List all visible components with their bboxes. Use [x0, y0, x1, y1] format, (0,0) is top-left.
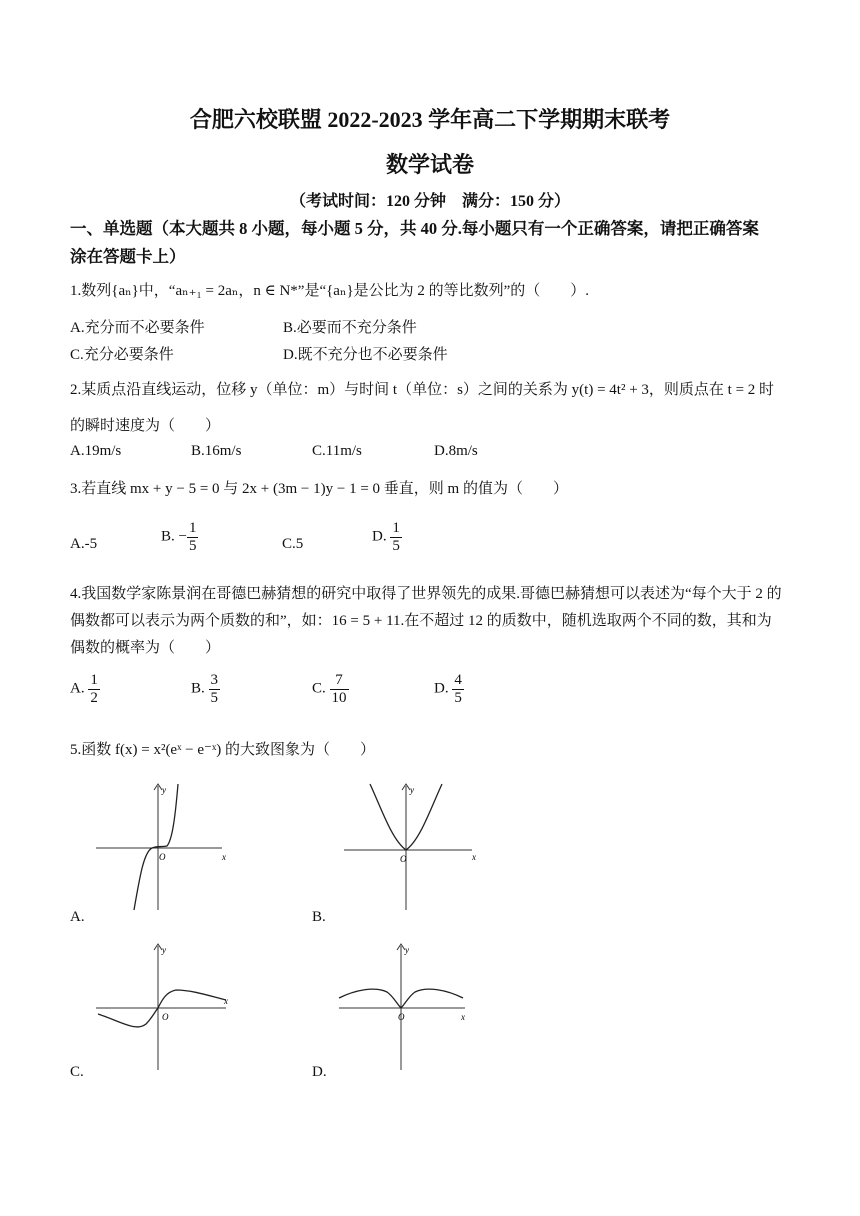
q4-stem-line3: 偶数的概率为（ ）	[70, 640, 221, 656]
origin-label: O	[159, 852, 166, 862]
q4-option-d-label: D.	[434, 680, 449, 697]
q4-option-b-label: B.	[191, 680, 205, 697]
q4-option-c-label: C.	[312, 680, 326, 697]
x-label: x	[461, 1012, 465, 1022]
q3-option-c: C.5	[282, 536, 304, 552]
q4-option-a-fraction: $\frac{1}{2}$	[90, 672, 98, 706]
q4-option-c-fraction: $\frac{7}{10}$	[331, 672, 347, 706]
y-label: y	[162, 785, 166, 795]
q4-stem-line2: 偶数都可以表示为两个质数的和”，如：16 = 5 + 11.在不超过 12 的质数中，随机选取两个不同的数，其和为	[70, 613, 772, 629]
q4-option-a	[70, 672, 100, 706]
q2-option-a: A.19m/s	[70, 443, 122, 459]
q3-option-d	[372, 520, 402, 554]
q1-option-d: D.既不充分也不必要条件	[283, 347, 448, 363]
y-label: y	[162, 945, 166, 955]
q4-option-b-fraction: $\frac{3}{5}$	[210, 672, 219, 706]
q5-graph-d	[335, 940, 475, 1075]
q4-option-d	[434, 672, 464, 706]
q2-option-b: B.16m/s	[191, 443, 242, 459]
x-label: x	[222, 852, 226, 862]
q2-stem-line1: 2.某质点沿直线运动，位移 y（单位：m）与时间 t（单位：s）之间的关系为 y(t) = 4t² + 3，则质点在 t = 2 时	[70, 382, 775, 398]
q4-option-a-label: A.	[70, 680, 85, 697]
q3-stem: 3.若直线 mx + y − 5 = 0 与 2x + (3m − 1)y − 1 = 0 垂直，则 m 的值为（ ）	[70, 481, 568, 497]
q3-option-a: A.-5	[70, 536, 98, 552]
exam-info: （考试时间：120 分钟 满分：150 分）	[289, 193, 570, 210]
section-heading-line1: 一、单选题（本大题共 8 小题，每小题 5 分，共 40 分.每小题只有一个正确答案，请把正确答案	[70, 219, 759, 238]
q5-label-c: C.	[70, 1064, 84, 1080]
q5-label-d: D.	[312, 1064, 327, 1080]
q5-label-a: A.	[70, 909, 85, 925]
origin-label: O	[400, 854, 407, 864]
q5-graph-b	[340, 780, 480, 915]
q5-graph-a	[92, 780, 232, 915]
y-label: y	[410, 785, 414, 795]
q4-option-d-fraction: $\frac{4}{5}$	[454, 672, 462, 706]
x-label: x	[224, 996, 228, 1006]
q1-option-c: C.充分必要条件	[70, 347, 174, 363]
q1-option-a: A.充分而不必要条件	[70, 320, 205, 336]
q5-graph-c	[92, 940, 232, 1075]
q3-option-b-fraction: $\frac{1}{5}$	[188, 520, 197, 554]
q3-option-b	[161, 520, 198, 554]
section-heading-line2: 涂在答题卡上）	[70, 247, 186, 266]
origin-label: O	[162, 1012, 169, 1022]
q4-option-c	[312, 672, 349, 706]
y-label: y	[405, 945, 409, 955]
origin-label: O	[398, 1012, 405, 1022]
q3-option-d-label: D.	[372, 528, 387, 545]
q3-option-b-sign: −	[178, 528, 187, 545]
q4-stem-line1: 4.我国数学家陈景润在哥德巴赫猜想的研究中取得了世界领先的成果.哥德巴赫猜想可以表述为“每个大于 2 的	[70, 586, 782, 602]
q2-option-c: C.11m/s	[312, 443, 362, 459]
curve	[134, 784, 178, 910]
x-label: x	[472, 852, 476, 862]
q1-option-b: B.必要而不充分条件	[283, 320, 417, 336]
q3-option-d-fraction: $\frac{1}{5}$	[392, 520, 400, 554]
q5-label-b: B.	[312, 909, 326, 925]
q5-stem: 5.函数 f(x) = x²(eˣ − e⁻ˣ) 的大致图象为（ ）	[70, 742, 376, 758]
q3-option-b-label: B.	[161, 528, 175, 545]
q2-option-d: D.8m/s	[434, 443, 478, 459]
exam-title: 合肥六校联盟 2022-2023 学年高二下学期期末联考	[189, 107, 671, 132]
q4-option-b	[191, 672, 220, 706]
exam-subtitle: 数学试卷	[385, 152, 474, 177]
q2-stem-line2: 的瞬时速度为（ ）	[70, 418, 221, 434]
q1-stem: 1.数列{aₙ}中，“aₙ₊₁ = 2aₙ，n ∈ N*”是“{aₙ}是公比为 2 的等比数列”的（ ）.	[70, 283, 590, 299]
